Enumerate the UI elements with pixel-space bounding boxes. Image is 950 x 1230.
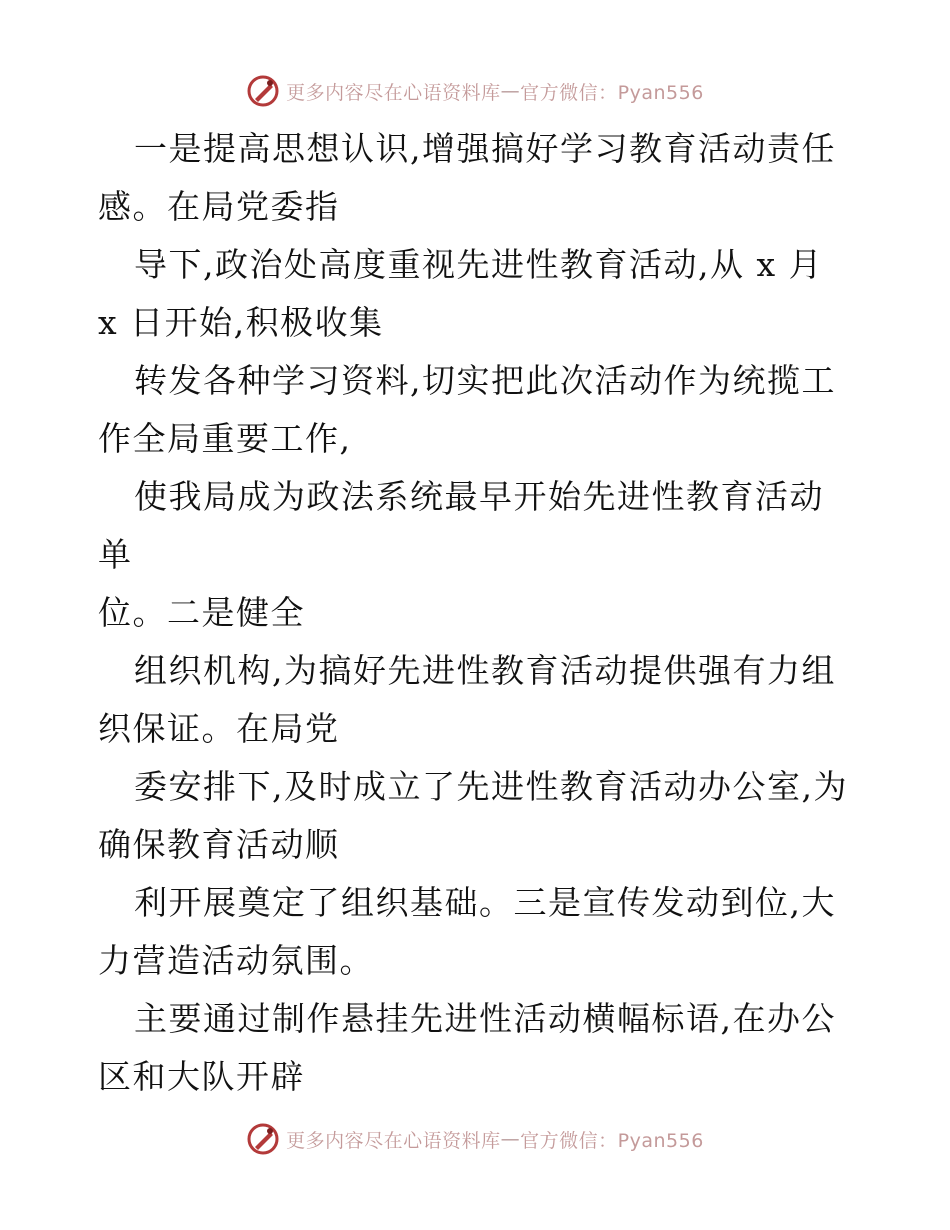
paragraph-line: 区和大队开辟 [98,1057,305,1096]
paragraph-line: 一是提高思想认识,增强搞好学习教育活动责任 [134,129,836,168]
watermark-text-left: 更多内容尽在心语资料库 [286,81,501,104]
pen-logo-icon [246,74,280,108]
paragraph-line: x 日开始,积极收集 [98,303,384,342]
paragraph-line: 利开展奠定了组织基础。三是宣传发动到位,大 [134,883,836,922]
paragraph-5 [98,642,858,758]
paragraph-line: 主要通过制作悬挂先进性活动横幅标语,在办公 [134,999,836,1038]
paragraph-line: 组织机构,为搞好先进性教育活动提供强有力组 [134,651,836,690]
paragraph-6 [98,758,858,874]
paragraph-2 [98,236,858,352]
paragraph-7 [98,874,858,990]
paragraph-line: 作全局重要工作, [98,419,352,458]
paragraph-8 [98,990,858,1106]
paragraph-line: 委安排下,及时成立了先进性教育活动办公室,为 [134,767,848,806]
document-body [98,120,858,1106]
paragraph-line: 感。在局党委指 [98,187,340,226]
watermark-separator: — [500,1128,521,1150]
paragraph-line: 使我局成为政法系统最早开始先进性教育活动单 [98,477,824,574]
paragraph-line: 力营造活动氛围。 [98,941,374,980]
paragraph-line: 织保证。在局党 [98,709,340,748]
watermark-separator: — [500,80,521,102]
watermark-footer [0,1119,950,1159]
paragraph-line: 确保教育活动顺 [98,825,340,864]
pen-logo-icon [246,1122,280,1156]
watermark-text-right: 官方微信：Pyan556 [520,81,704,104]
paragraph-3 [98,352,858,468]
watermark-header [0,71,950,111]
paragraph-line: 导下,政治处高度重视先进性教育活动,从 x 月 [134,245,824,284]
watermark-text-left: 更多内容尽在心语资料库 [286,1129,501,1152]
paragraph-1 [98,120,858,236]
paragraph-4 [98,468,858,642]
paragraph-line: 位。二是健全 [98,593,305,632]
paragraph-line: 转发各种学习资料,切实把此次活动作为统揽工 [134,361,836,400]
watermark-text-right: 官方微信：Pyan556 [520,1129,704,1152]
